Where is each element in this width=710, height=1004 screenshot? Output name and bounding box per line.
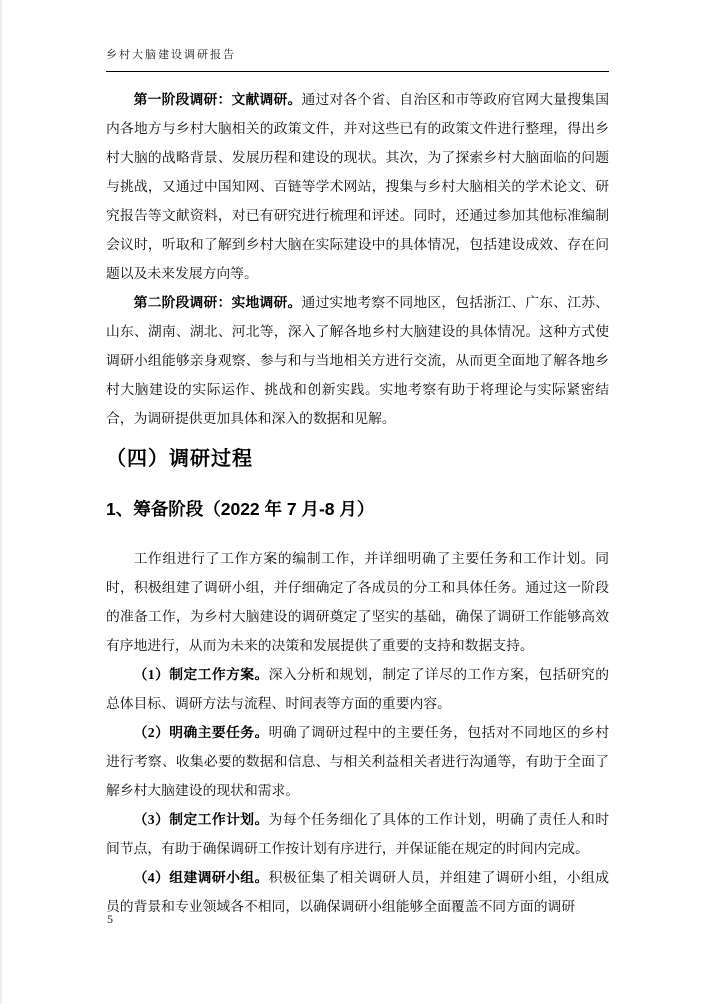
paragraph-stage1-literature (106, 85, 609, 288)
list-item-2-main-tasks (106, 718, 609, 805)
running-header (106, 46, 609, 62)
header-rule (106, 71, 609, 72)
list-item-lead: （2）明确主要任务。 (133, 725, 269, 740)
list-item-text: 为每个任务细化了具体的工作计划，明确了责任人和时间节点，有助于确保调研工作按计划有序进行，并保证能在规定的时间内完成。 (106, 812, 609, 856)
page-number: 5 (107, 912, 113, 926)
paragraph-text: 通过对各个省、自治区和市等政府官网大量搜集国内各地方与乡村大脑相关的政策文件，并对这些已有的政策文件进行整理，得出乡村大脑的战略背景、发展历程和建设的现状。其次，为了探索乡村大脑面临的问题与挑战，又通过中国知网、百链等学术网站，搜集与乡村大脑相关的学术论文、研究报告等文献资料，对已有研究进行梳理和评述。同时，还通过参加其他标准编制会议时，听取和了解到乡村大脑在实际建设中的具体情况，包括建设成效、存在问题以及未来发展方向等。 (106, 92, 610, 281)
list-item-lead: （3）制定工作计划。 (133, 812, 269, 827)
list-item-lead: （4）组建调研小组。 (133, 870, 269, 885)
list-item-4-research-team (106, 863, 609, 921)
list-item-3-work-schedule (106, 805, 609, 863)
paragraph-lead: 第一阶段调研：文献调研。 (133, 92, 302, 107)
paragraph-preparation (106, 544, 609, 660)
list-item-text: 明确了调研过程中的主要任务，包括对不同地区的乡村进行考察、收集必要的数据和信息、与相关利益相关者进行沟通等，有助于全面了解乡村大脑建设的现状和需求。 (106, 725, 609, 798)
list-item-text: 深入分析和规划，制定了详尽的工作方案，包括研究的总体目标、调研方法与流程、时间表等方面的重要内容。 (106, 667, 609, 711)
running-header-title: 乡村大脑建设调研报告 (106, 49, 236, 61)
list-item-lead: （1）制定工作方案。 (133, 667, 269, 682)
paragraph-text: 通过实地考察不同地区，包括浙江、广东、江苏、山东、湖南、湖北、河北等，深入了解各地乡村大脑建设的具体情况。这种方式使调研小组能够亲身观察、参与和与当地相关方进行交流，从而更全面地了解各地乡村大脑建设的实际运作、挑战和创新实践。实地考察有助于将理论与实际紧密结合，为调研提供更加具体和深入的数据和见解。 (106, 295, 610, 426)
list-item-text: 积极征集了相关调研人员，并组建了调研小组，小组成员的背景和专业领域各不相同，以确保调研小组能够全面覆盖不同方面的调研 (106, 870, 609, 914)
paragraph-stage2-field (106, 288, 609, 433)
section-heading-research-process: （四）调研过程 (106, 448, 253, 470)
paragraph-text: 工作组进行了工作方案的编制工作，并详细明确了主要任务和工作计划。同时，积极组建了调研小组，并仔细确定了各成员的分工和具体任务。通过这一阶段的准备工作，为乡村大脑建设的调研奠定了坚实的基础，确保了调研工作能够高效有序地进行，从而为未来的决策和发展提供了重要的支持和数据支持。 (106, 551, 609, 653)
list-item-1-work-plan (106, 660, 609, 718)
paragraph-lead: 第二阶段调研：实地调研。 (133, 295, 302, 310)
subsection-heading-preparation-stage: 1、筹备阶段（2022 年 7 月-8 月） (106, 499, 375, 519)
document-body (106, 85, 609, 921)
